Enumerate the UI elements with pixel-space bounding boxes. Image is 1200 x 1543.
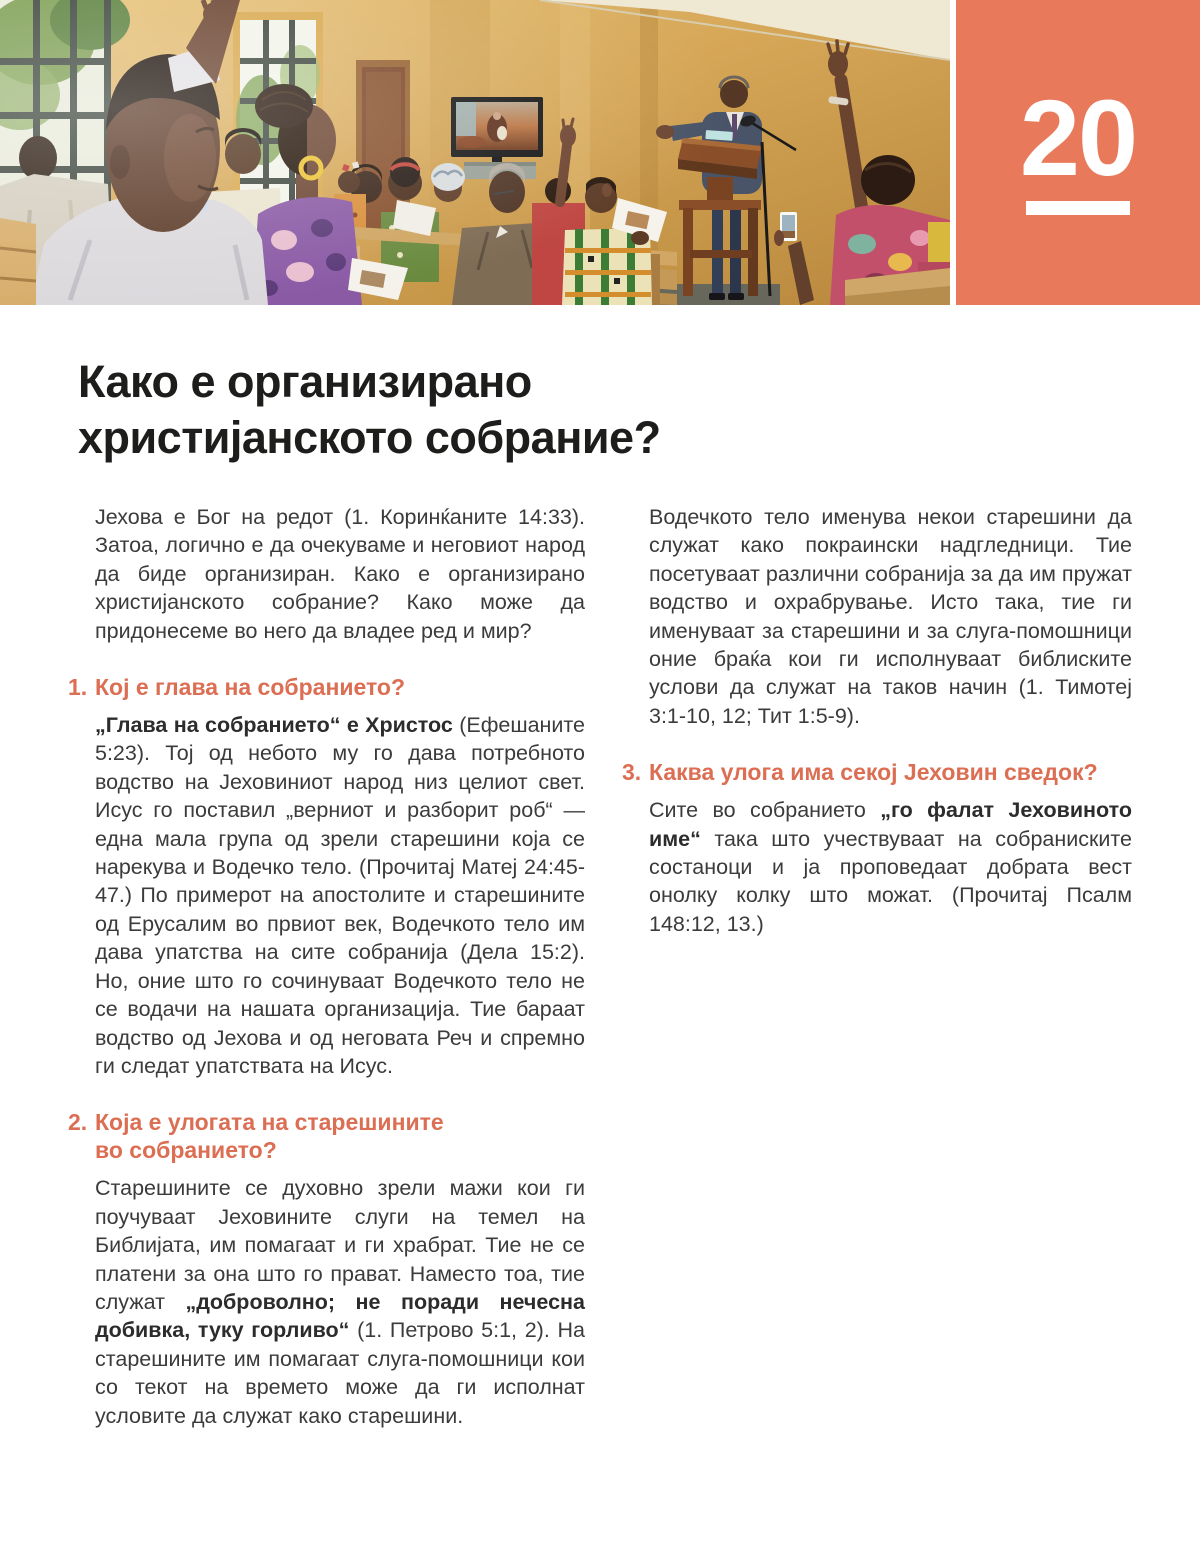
column-left [68,503,585,1430]
congregation-photo [0,0,950,305]
question-1-text: Кој е глава на собранието? [95,674,406,701]
question-3-paragraph-end: така што учествуваат на собраниските состаноци и ја проповедаат добрата вест онолку колку што можат. (Прочитај Псалм 148:12, 13.) [649,826,1132,936]
question-3-heading [622,758,1132,786]
question-3-paragraph [622,796,1132,938]
chapter-underline [1026,201,1130,215]
question-1-bold-quote: „Глава на собранието“ е Христос [95,713,453,738]
question-1-paragraph-rest: (Ефешаните 5:23). Тој од небото му го дава потребното водство на Јеховиниот народ низ целиот свет. Исус го поставил „верниот и разборит роб“ — една мала група од зрели старешини која се нарекува и Водечко тело. (Прочитај Матеј 24:45-47.) По примерот на апостолите и старешините од Ерусалим во првиот век, Водечкото тело им дава упатства на сите собранија (Дела 15:2). Но, оние што го сочинуваат Водечкото тело не се водачи на нашата организација. Тие бараат водство од Јехова и од неговата Реч и спремно ги следат упатствата на Исус. [95,713,585,1078]
congregation-photo-art [0,0,950,305]
question-2-number: 2. [68,1109,88,1136]
question-2-paragraph-1 [68,1174,585,1430]
question-2-text-line2: во собранието? [95,1137,277,1164]
two-column-body [68,503,1132,1430]
sunlight-overlay [0,0,950,305]
page-title-line1: Како е организирано [78,356,532,407]
page-title [78,354,1132,466]
page-title-line2: христијанското собрание? [78,412,661,463]
lesson-content [68,305,1132,1430]
question-2-text [95,1108,444,1164]
question-2-text-line1: Која е улогата на старешините [95,1109,444,1136]
question-2-paragraph-2: Водечкото тело именува некои старешини да служат како покраински надгледници. Тие посетуваат различни собранија за да им пружат водство и охрабрување. Исто така, тие ги именуваат за старешини и за слуга-помошници оние браќа кои ги исполнуваат библиските услови да служат на таков начин (1. Тимотеј 3:1-10, 12; Тит 1:5-9). [649,505,1132,728]
question-1-paragraph [68,711,585,1080]
question-2-bold-quote: „доброволно; не поради нечесна добивка, туку горливо“ [95,1289,585,1343]
question-2-paragraph-1-end: (1. Петрово 5:1, 2). На старешините им помагаат слуга-помошници кои со текот на времето може да ги исполнат условите да служат како старешини. [95,1318,585,1428]
question-1-heading [68,673,585,701]
intro-paragraph: Јехова е Бог на редот (1. Коринќаните 14:33). Затоа, логично е да очекуваме и неговиот народ да биде организиран. Како е организирано христијанското собрание? Како може да придонесеме во него да владее ред и мир? [95,505,585,643]
question-2-heading [68,1108,585,1164]
question-3-number: 3. [622,759,642,786]
question-1-number: 1. [68,674,88,701]
chapter-number: 20 [1019,77,1137,198]
question-3-text: Каква улога има секој Јеховин сведок? [649,759,1098,786]
question-3-paragraph-start: Сите во собранието [649,798,881,823]
question-2-paragraph-1-start: Старешините се духовно зрели мажи кои ги поучуваат Јеховините слуги на темел на Библијата, им помагаат и ги храбрат. Тие не се платени за она што го прават. Наместо тоа, тие служат [95,1176,585,1314]
question-3-bold-quote: „го фалат Јеховиното име“ [649,798,1133,851]
chapter-number-badge [956,0,1200,305]
column-right [622,503,1132,1430]
